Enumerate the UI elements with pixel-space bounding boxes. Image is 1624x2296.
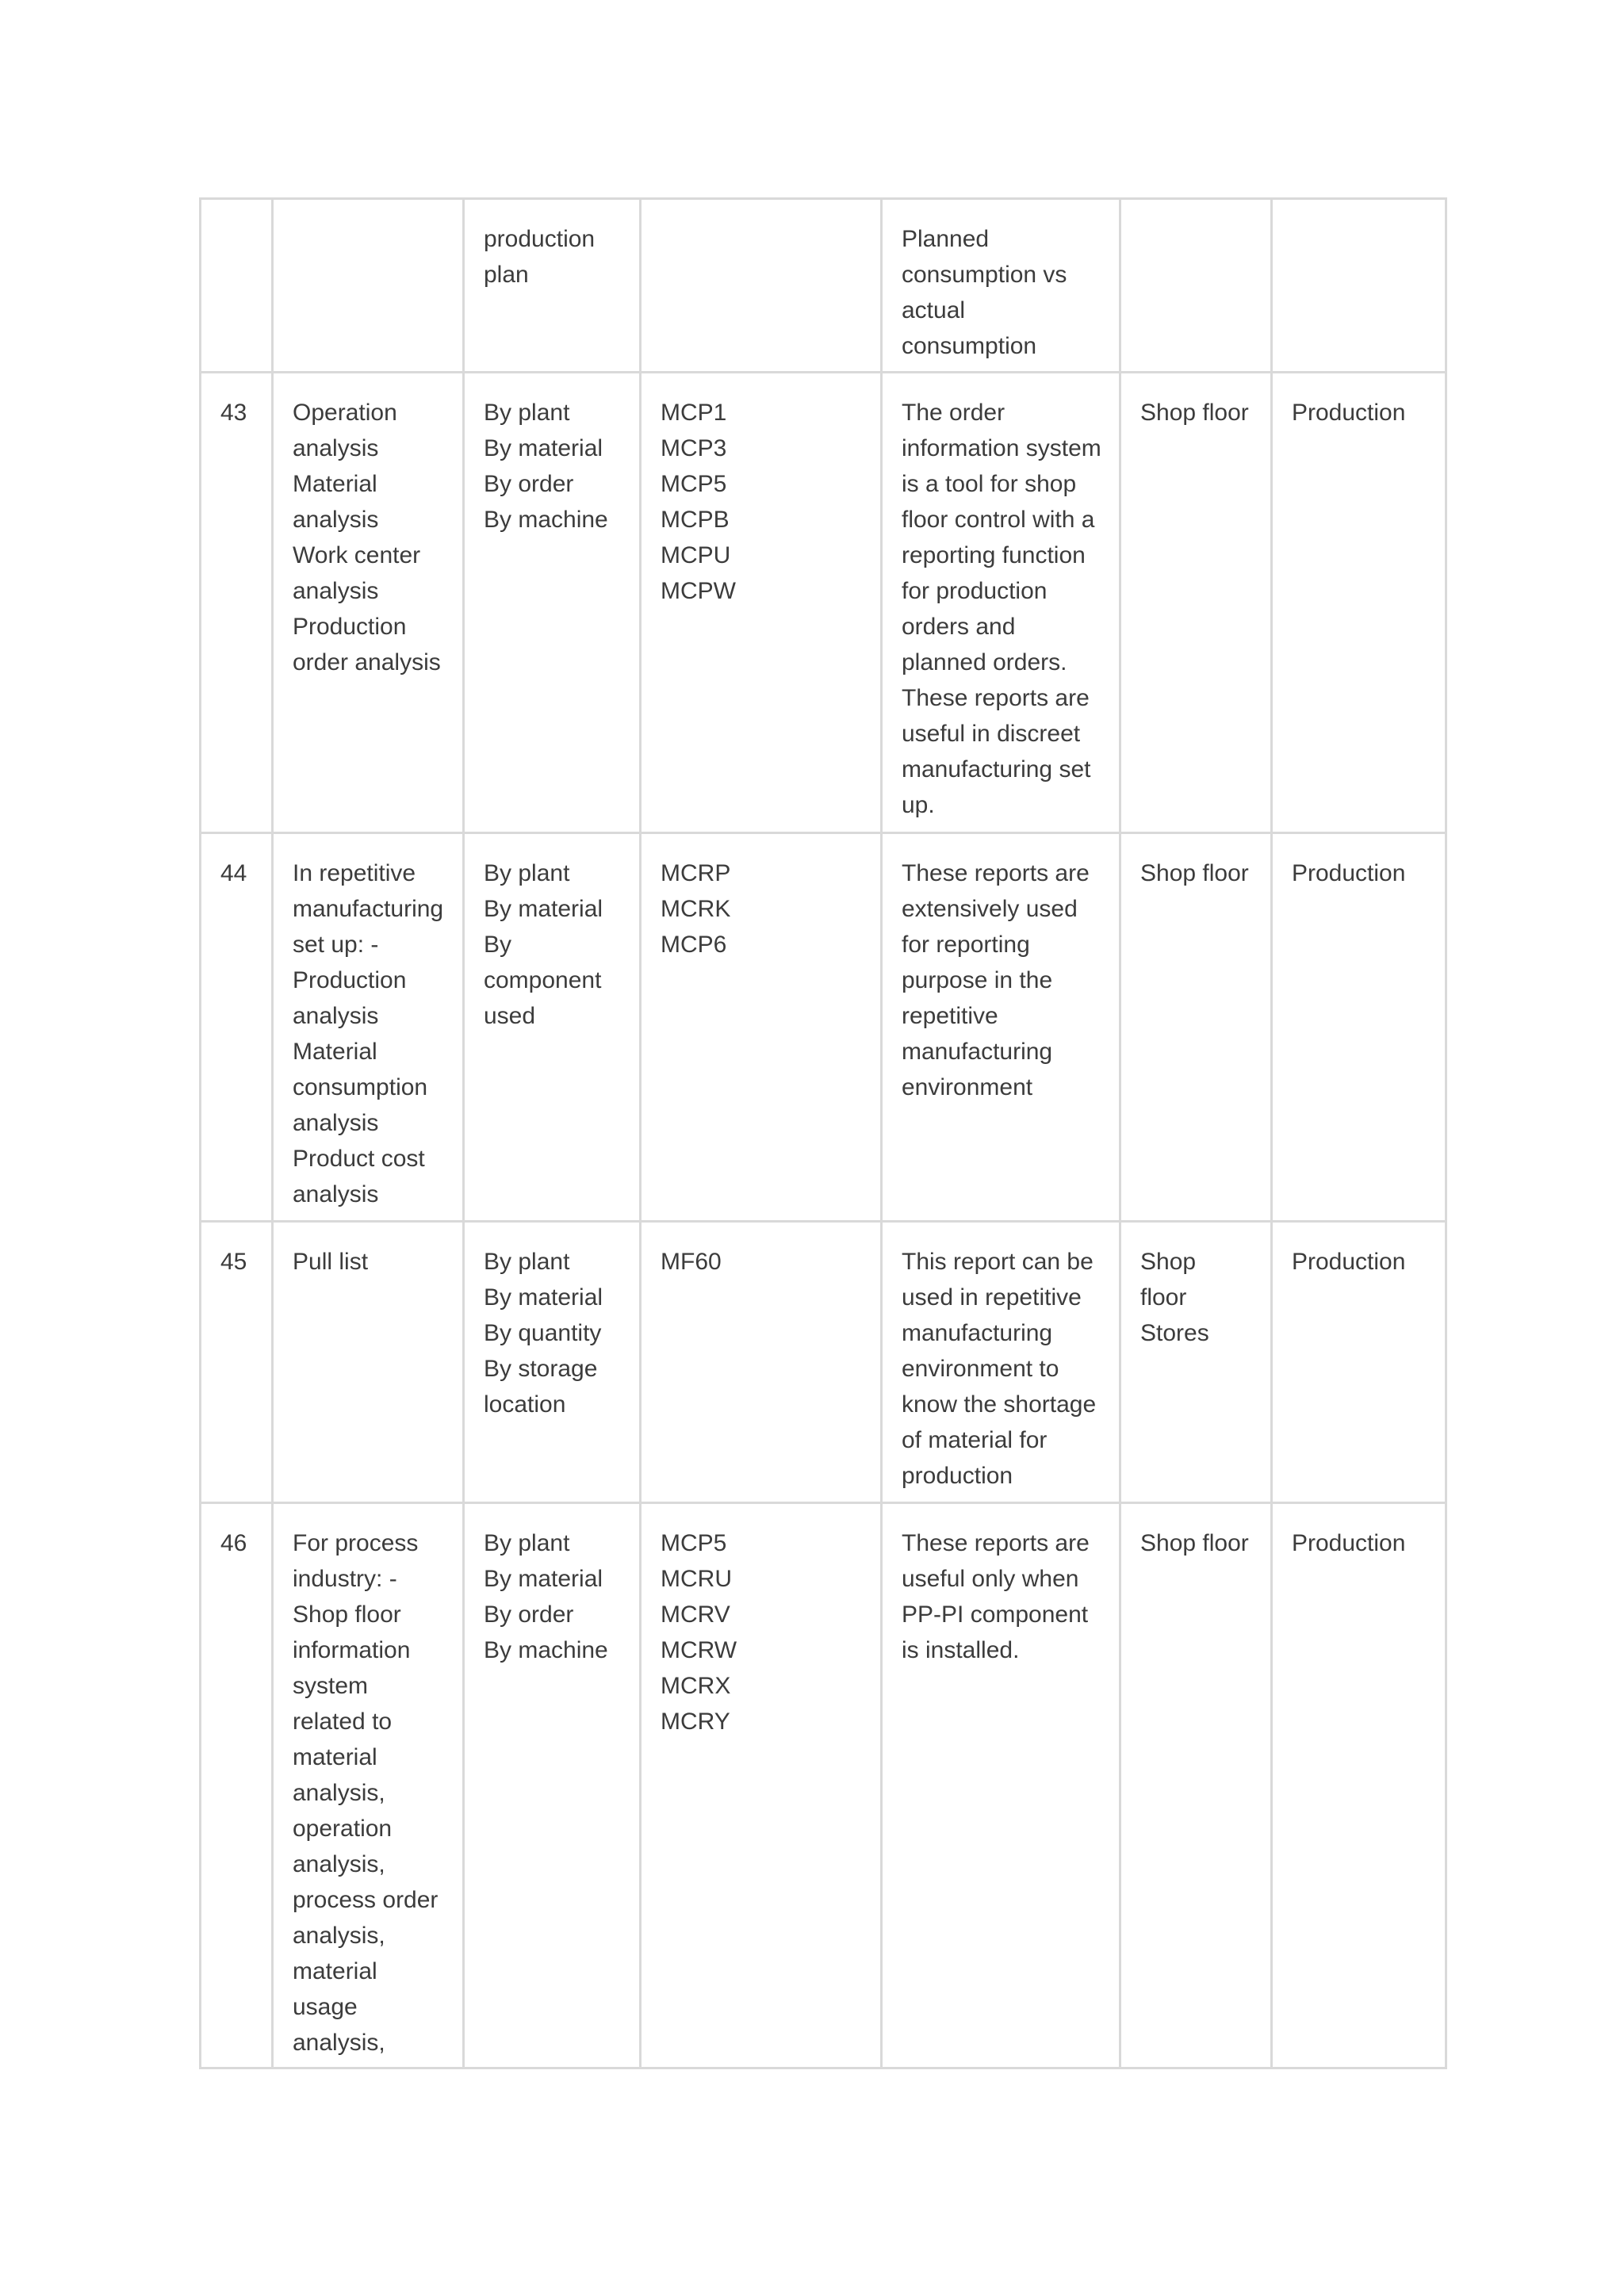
department-cell [1272, 833, 1446, 1222]
table-body [201, 199, 1446, 2068]
cell-text-line: of material for [902, 1427, 1048, 1453]
cell-text-line: Production [1292, 1530, 1406, 1556]
cell-text-line: process order [293, 1887, 439, 1913]
cell-text-line: consumption vs [902, 262, 1067, 288]
cell-text-line: repetitive [902, 1003, 998, 1029]
cell-text-line: information system [902, 435, 1101, 461]
cell-text-line: analysis, [293, 1780, 385, 1806]
cell-text-line: plan [484, 262, 529, 288]
cell-text-line: used in repetitive [902, 1284, 1082, 1311]
cell-text-line: for production [902, 578, 1048, 604]
cell-text-line: Shop floor [1140, 400, 1249, 426]
cell-text-line: usage [293, 1994, 358, 2020]
cell-text-line: analysis, [293, 1923, 385, 1949]
cell-text-line: production [484, 226, 596, 252]
transaction-codes-cell [641, 1222, 882, 1503]
cell-text-line: MCRX [661, 1673, 731, 1699]
cell-text-line: Product cost [293, 1146, 425, 1172]
cell-text-line: MCP6 [661, 932, 727, 958]
reports-table [199, 197, 1447, 2069]
cell-text-line: By plant [484, 1530, 570, 1556]
cell-text-line: MCRU [661, 1566, 732, 1592]
cell-text-line: orders and [902, 614, 1016, 640]
cell-text-line: useful in discreet [902, 721, 1081, 747]
cell-text-line: MCRY [661, 1709, 730, 1735]
cell-text-line: system [293, 1673, 369, 1699]
cell-text-line: analysis [293, 1110, 379, 1136]
description-cell [882, 199, 1120, 373]
cell-text-line: These reports are [902, 685, 1090, 711]
cell-text-line: know the shortage [902, 1391, 1097, 1418]
area-cell [1120, 373, 1272, 833]
cell-text-line: extensively used [902, 896, 1078, 922]
cell-text-line: useful only when [902, 1566, 1079, 1592]
cell-text-line: By material [484, 896, 603, 922]
cell-text-line: for reporting [902, 932, 1030, 958]
cell-text-line: Planned [902, 226, 990, 252]
cell-text-line: PP-PI component [902, 1601, 1089, 1628]
cell-text-line: order analysis [293, 649, 441, 675]
cell-text-line: industry: - [293, 1566, 397, 1592]
row-number-cell [201, 373, 273, 833]
cell-text-line: By order [484, 1601, 574, 1628]
description-cell [882, 833, 1120, 1222]
department-cell [1272, 373, 1446, 833]
criteria-cell [464, 199, 641, 373]
cell-text-line: component [484, 967, 602, 993]
cell-text-line: By storage [484, 1356, 598, 1382]
department-cell [1272, 1503, 1446, 2068]
cell-text-line: Shop [1140, 1249, 1197, 1275]
cell-text-line: By machine [484, 507, 608, 533]
cell-text-line: By [484, 932, 512, 958]
transaction-codes-cell [641, 199, 882, 373]
cell-text-line: Shop floor [1140, 1530, 1249, 1556]
cell-text-line: analysis [293, 435, 379, 461]
cell-text-line: For process [293, 1530, 419, 1556]
cell-text-line: Production [293, 967, 407, 993]
description-cell [882, 1222, 1120, 1503]
table-row [201, 833, 1446, 1222]
cell-text-line: 43 [220, 400, 247, 426]
cell-text-line: analysis [293, 1181, 379, 1207]
report-name-cell [273, 1503, 464, 2068]
cell-text-line: The order [902, 400, 1005, 426]
cell-text-line: By material [484, 435, 603, 461]
cell-text-line: analysis [293, 507, 379, 533]
table-row [201, 1503, 1446, 2068]
cell-text-line: up. [902, 792, 935, 818]
department-cell [1272, 199, 1446, 373]
cell-text-line: material [293, 1744, 377, 1770]
cell-text-line: Shop floor [1140, 860, 1249, 886]
cell-text-line: purpose in the [902, 967, 1053, 993]
cell-text-line: production [902, 1463, 1013, 1489]
cell-text-line: Work center [293, 542, 421, 568]
cell-text-line: MCRV [661, 1601, 730, 1628]
cell-text-line: Stores [1140, 1320, 1209, 1346]
cell-text-line: planned orders. [902, 649, 1067, 675]
report-name-cell [273, 833, 464, 1222]
criteria-cell [464, 1222, 641, 1503]
transaction-codes-cell [641, 373, 882, 833]
cell-text-line: These reports are [902, 860, 1090, 886]
cell-text-line: MCRW [661, 1637, 737, 1663]
cell-text-line: By material [484, 1284, 603, 1311]
cell-text-line: MCPU [661, 542, 731, 568]
cell-text-line: material [293, 1958, 377, 1984]
cell-text-line: By material [484, 1566, 603, 1592]
cell-text-line: MF60 [661, 1249, 722, 1275]
cell-text-line: floor control with a [902, 507, 1095, 533]
cell-text-line: By quantity [484, 1320, 602, 1346]
cell-text-line: manufacturing set [902, 756, 1091, 783]
cell-text-line: MCPB [661, 507, 730, 533]
cell-text-line: These reports are [902, 1530, 1090, 1556]
cell-text-line: manufacturing [902, 1320, 1053, 1346]
cell-text-line: consumption [902, 333, 1037, 359]
report-name-cell [273, 373, 464, 833]
cell-text-line: MCRK [661, 896, 731, 922]
area-cell [1120, 199, 1272, 373]
cell-text-line: 46 [220, 1530, 247, 1556]
cell-text-line: By plant [484, 1249, 570, 1275]
report-name-cell [273, 1222, 464, 1503]
description-cell [882, 373, 1120, 833]
row-number-cell [201, 199, 273, 373]
cell-text-line: MCP5 [661, 471, 727, 497]
cell-text-line: By order [484, 471, 574, 497]
area-cell [1120, 1222, 1272, 1503]
cell-text-line: location [484, 1391, 566, 1418]
cell-text-line: Material [293, 471, 377, 497]
table-row [201, 199, 1446, 373]
department-cell [1272, 1222, 1446, 1503]
criteria-cell [464, 1503, 641, 2068]
cell-text-line: actual [902, 297, 966, 323]
cell-text-line: analysis [293, 1003, 379, 1029]
cell-text-line: Production [1292, 860, 1406, 886]
cell-text-line: information [293, 1637, 411, 1663]
cell-text-line: operation [293, 1816, 393, 1842]
cell-text-line: MCPW [661, 578, 736, 604]
cell-text-line: set up: - [293, 932, 379, 958]
cell-text-line: manufacturing [293, 896, 444, 922]
cell-text-line: related to [293, 1709, 393, 1735]
table-row [201, 373, 1446, 833]
area-cell [1120, 833, 1272, 1222]
cell-text-line: analysis, [293, 2030, 385, 2056]
cell-text-line: In repetitive [293, 860, 416, 886]
criteria-cell [464, 373, 641, 833]
cell-text-line: floor [1140, 1284, 1187, 1311]
cell-text-line: By plant [484, 400, 570, 426]
cell-text-line: reporting function [902, 542, 1086, 568]
cell-text-line: Production [1292, 1249, 1406, 1275]
cell-text-line: MCP3 [661, 435, 727, 461]
transaction-codes-cell [641, 1503, 882, 2068]
cell-text-line: analysis, [293, 1851, 385, 1877]
table-row [201, 1222, 1446, 1503]
cell-text-line: analysis [293, 578, 379, 604]
cell-text-line: Operation [293, 400, 397, 426]
cell-text-line: 45 [220, 1249, 247, 1275]
cell-text-line: MCP1 [661, 400, 727, 426]
description-cell [882, 1503, 1120, 2068]
cell-text-line: This report can be [902, 1249, 1094, 1275]
transaction-codes-cell [641, 833, 882, 1222]
cell-text-line: is a tool for shop [902, 471, 1077, 497]
area-cell [1120, 1503, 1272, 2068]
cell-text-line: By machine [484, 1637, 608, 1663]
report-name-cell [273, 199, 464, 373]
cell-text-line: is installed. [902, 1637, 1020, 1663]
cell-text-line: manufacturing [902, 1039, 1053, 1065]
cell-text-line: consumption [293, 1074, 428, 1100]
row-number-cell [201, 1503, 273, 2068]
cell-text-line: MCP5 [661, 1530, 727, 1556]
cell-text-line: Material [293, 1039, 377, 1065]
cell-text-line: Production [293, 614, 407, 640]
cell-text-line: 44 [220, 860, 247, 886]
cell-text-line: Shop floor [293, 1601, 401, 1628]
cell-text-line: used [484, 1003, 536, 1029]
row-number-cell [201, 833, 273, 1222]
cell-text-line: Production [1292, 400, 1406, 426]
criteria-cell [464, 833, 641, 1222]
cell-text-line: MCRP [661, 860, 731, 886]
cell-text-line: environment [902, 1074, 1033, 1100]
row-number-cell [201, 1222, 273, 1503]
cell-text-line: Pull list [293, 1249, 369, 1275]
cell-text-line: By plant [484, 860, 570, 886]
cell-text-line: environment to [902, 1356, 1059, 1382]
